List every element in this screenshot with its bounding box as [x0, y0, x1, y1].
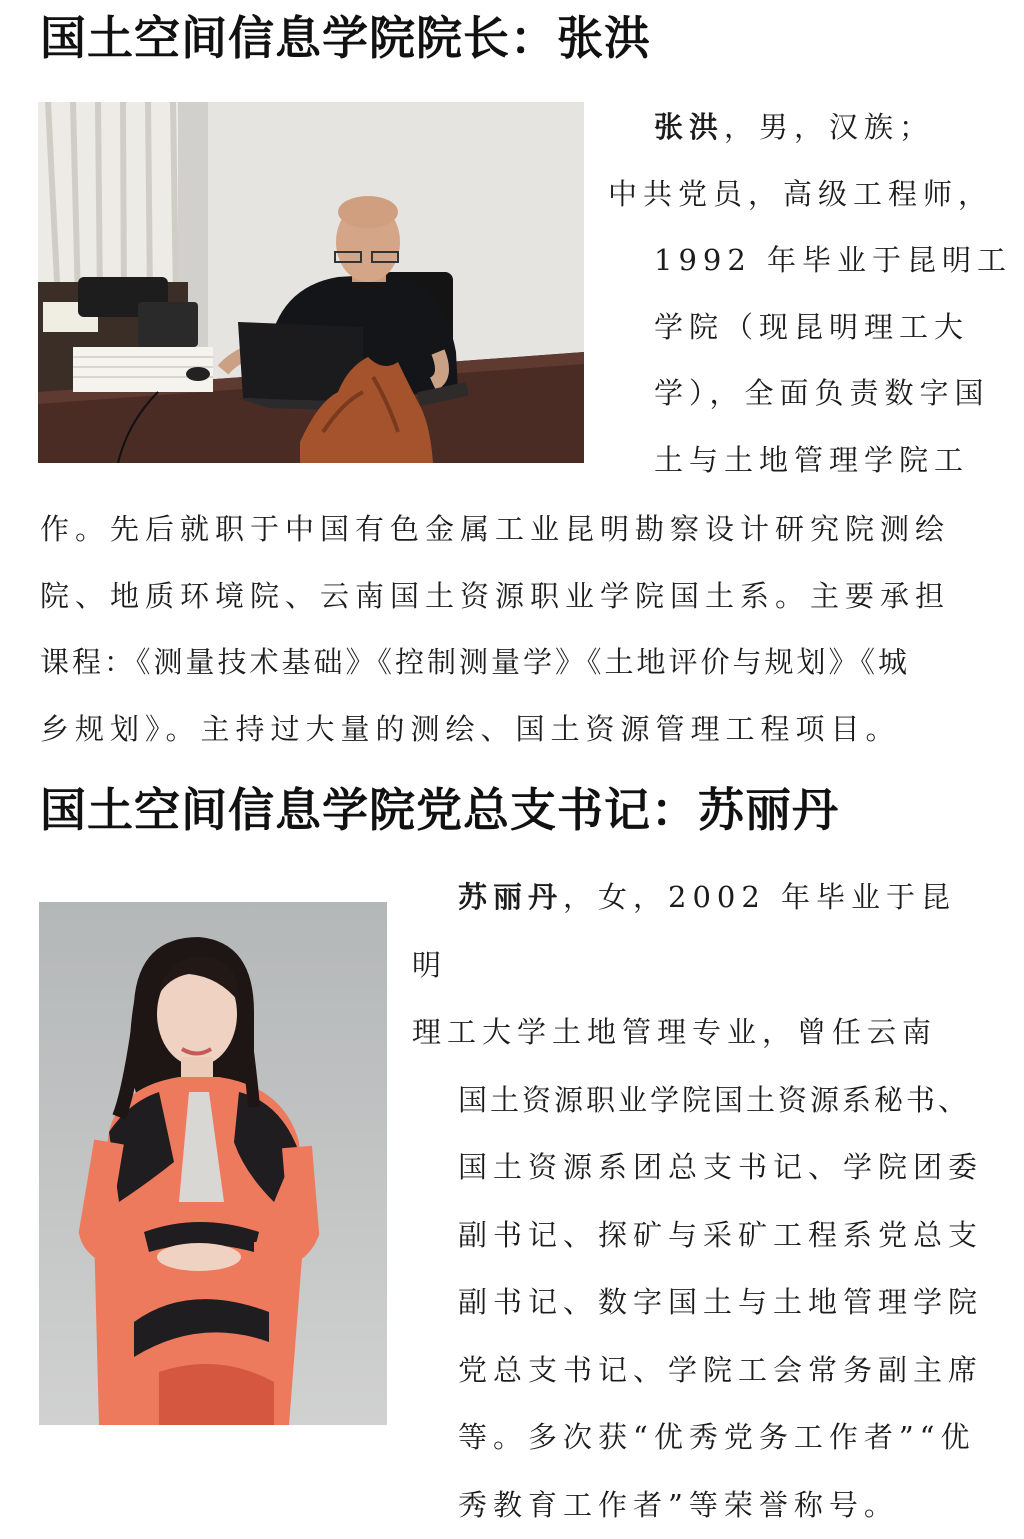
secretary-bio-line: 副书记、探矿与采矿工程系党总支	[412, 1202, 957, 1270]
dean-bio-line: 院、地质环境院、云南国土资源职业学院国土系。主要承担	[40, 563, 960, 630]
dean-photo	[38, 102, 584, 463]
secretary-bio-line: 秀教育工作者”等荣誉称号。	[412, 1472, 957, 1539]
secretary-bio-line: 党总支书记、学院工会常务副主席	[412, 1337, 957, 1405]
secretary-bio-line: 等。多次获“优秀党务工作者”“优	[412, 1404, 957, 1472]
dean-intro-line: ，男，汉族；	[724, 110, 934, 144]
dean-photo-illustration	[38, 102, 584, 463]
dean-bio-line: 作。先后就职于中国有色金属工业昆明勘察设计研究院测绘	[40, 496, 960, 563]
dean-bio-line: 乡规划》。主持过大量的测绘、国土资源管理工程项目。	[40, 696, 960, 763]
dean-intro-line: 1992 年毕业于昆明工	[608, 227, 953, 294]
secretary-bio-line: 副书记、数字国土与土地管理学院	[412, 1269, 957, 1337]
dean-bio-paragraph	[40, 496, 960, 762]
secretary-bio-line: 理工大学土地管理专业，曾任云南	[412, 999, 957, 1067]
dean-intro-paragraph	[608, 94, 953, 493]
secretary-bio-line: ，女，2002 年毕业于昆明	[412, 880, 956, 982]
dean-name: 张洪	[654, 110, 724, 144]
dean-intro-line: 土与土地管理学院工	[608, 427, 953, 494]
secretary-name: 苏丽丹	[458, 880, 563, 914]
dean-intro-line: 学院（现昆明理工大	[608, 294, 953, 361]
secretary-photo	[39, 902, 387, 1425]
dean-intro-line: 学），全面负责数字国	[608, 360, 953, 427]
dean-intro-line: 中共党员，高级工程师，	[608, 161, 953, 228]
secretary-heading: 国土空间信息学院党总支书记：苏丽丹	[40, 780, 839, 840]
secretary-bio-paragraph	[412, 864, 957, 1539]
dean-heading: 国土空间信息学院院长：张洪	[40, 8, 651, 68]
dean-bio-line: 课程：《测量技术基础》《控制测量学》《土地评价与规划》《城	[40, 629, 960, 696]
secretary-bio-line: 国土资源职业学院国土资源系秘书、	[412, 1067, 957, 1135]
secretary-photo-illustration	[39, 902, 387, 1425]
secretary-bio-line: 国土资源系团总支书记、学院团委	[412, 1134, 957, 1202]
